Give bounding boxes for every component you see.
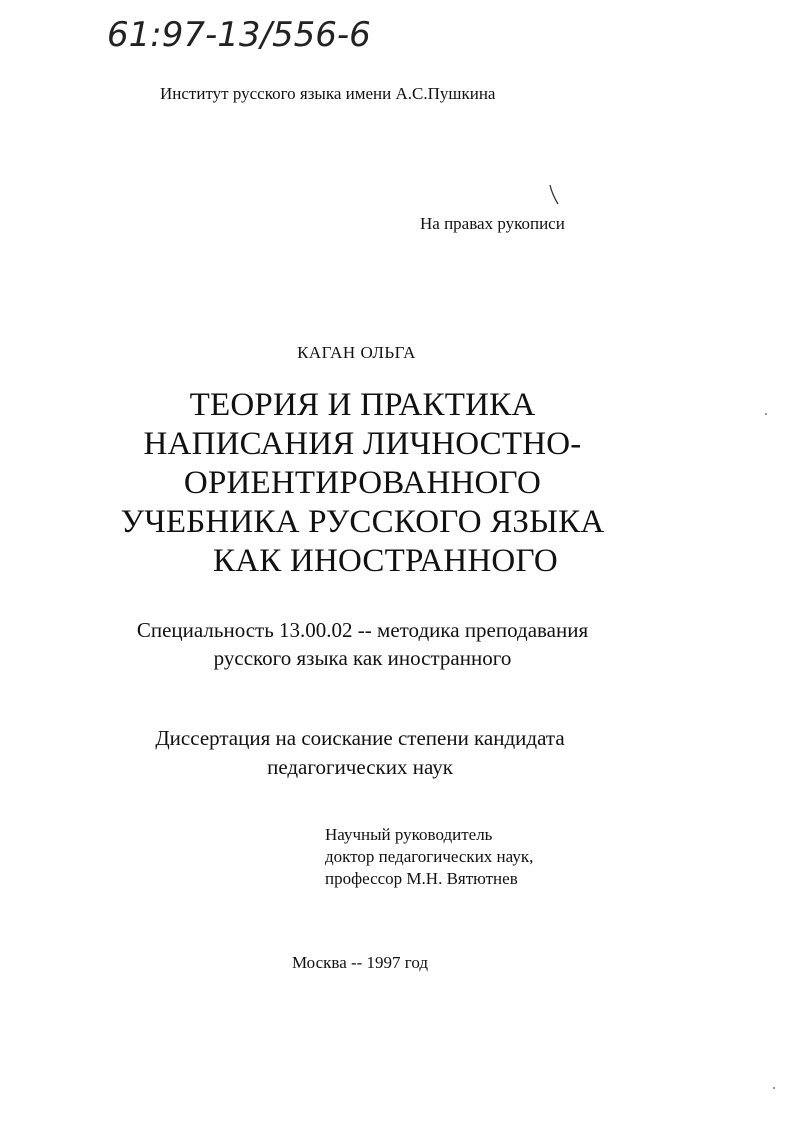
supervisor-role: Научный руководитель: [325, 825, 493, 844]
specialty-block: [40, 616, 685, 672]
degree-statement: [40, 724, 680, 782]
dissertation-title: [90, 386, 635, 581]
title-line: УЧЕБНИКА РУССКОГО ЯЗЫКА: [120, 504, 605, 540]
handwritten-catalog-text: 61:97-13/556-6: [107, 15, 371, 55]
title-line: ОРИЕНТИРОВАННОГО: [183, 465, 542, 501]
specialty-line: Специальность 13.00.02 -- методика преподавания: [136, 618, 589, 642]
supervisor-block: [325, 824, 533, 890]
handwritten-catalog-number: [105, 8, 465, 58]
scan-speck: [773, 1087, 775, 1089]
author-name: КАГАН ОЛЬГА: [297, 343, 416, 362]
degree-line: Диссертация на соискание степени кандидата: [155, 726, 565, 750]
institute-name: Институт русского языка имени А.С.Пушкина: [160, 84, 496, 103]
place-and-year: Москва -- 1997 год: [291, 953, 429, 972]
pen-mark: [548, 184, 560, 206]
degree-line: педагогических наук: [267, 755, 453, 779]
manuscript-rights-label: На правах рукописи: [420, 214, 565, 233]
title-line: НАПИСАНИЯ ЛИЧНОСТНО-: [143, 426, 582, 462]
scan-speck: [765, 413, 767, 415]
supervisor-degree: доктор педагогических наук,: [325, 847, 534, 866]
supervisor-name: профессор М.Н. Вятютнев: [325, 869, 518, 888]
title-line: КАК ИНОСТРАННОГО: [213, 543, 558, 579]
title-line: ТЕОРИЯ И ПРАКТИКА: [189, 387, 536, 423]
specialty-line: русского языка как иностранного: [213, 646, 512, 670]
